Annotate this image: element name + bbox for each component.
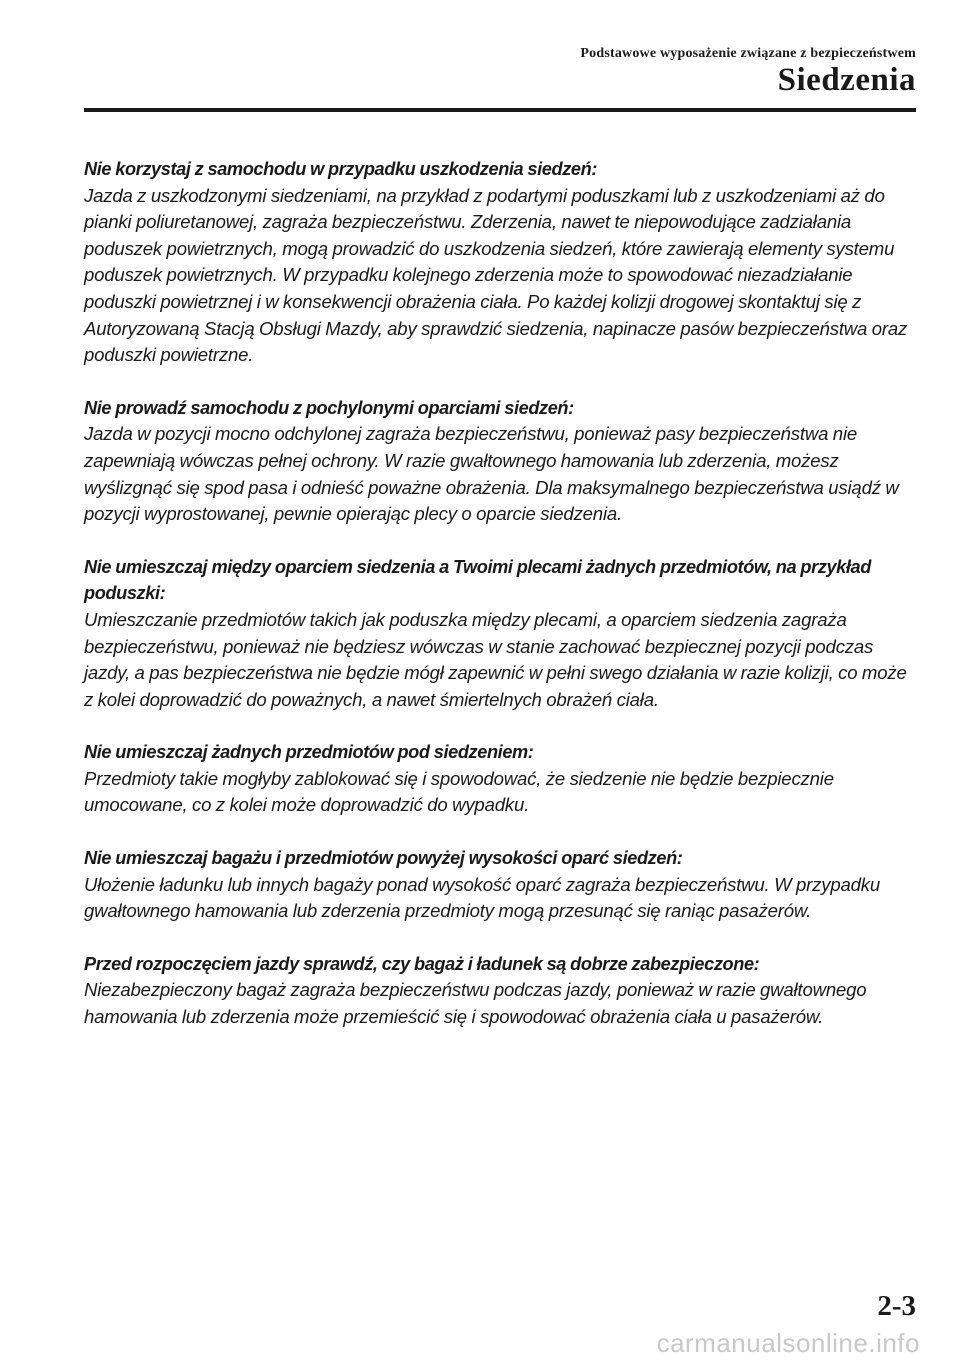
warning-heading: Nie korzystaj z samochodu w przypadku uszkodzenia siedzeń: <box>84 159 597 179</box>
warning-heading: Nie prowadź samochodu z pochylonymi oparciami siedzeń: <box>84 397 574 418</box>
warning-heading: Nie umieszczaj bagażu i przedmiotów powyżej wysokości oparć siedzeń: <box>84 848 683 869</box>
warning-body: Niezabezpieczony bagaż zagraża bezpieczeństwu podczas jazdy, ponieważ w razie gwałtownego hamowania lub zderzenia może przemieścić się i spowodować obrażenia ciała u pasażerów. <box>84 979 867 1028</box>
section-header: Podstawowe wyposażenie związane z bezpieczeństwem <box>580 46 916 61</box>
warning-block-objects-behind-back <box>84 554 916 714</box>
warning-block-secure-luggage <box>84 951 916 1031</box>
warning-body: Jazda z uszkodzonymi siedzeniami, na przykład z podartymi poduszkami lub z uszkodzeniami aż do pianki poliuretanowej, zagraża bezpieczeństwu. Zderzenia, nawet te niepowodujące zadziałania poduszek powietrznych, mogą prowadzić do uszkodzenia siedzeń, które zawierają elementy systemu poduszek powietrznych. W przypadku kolejnego zderzenia może to spowodować niezadziałanie poduszki powietrznej i w konsekwencji obrażenia ciała. Po każdej kolizji drogowej skontaktuj się z Autoryzowaną Stacją Obsługi Mazdy, aby sprawdzić siedzenia, napinacze pasów bezpieczeństwa oraz poduszki powietrzne. <box>84 184 908 366</box>
header-divider <box>84 108 916 112</box>
warning-block-reclined-seatbacks <box>84 395 916 528</box>
warning-block-luggage-height <box>84 845 916 925</box>
main-content <box>84 156 916 1057</box>
warning-body: Ułożenie ładunku lub innych bagaży ponad wysokość oparć zagraża bezpieczeństwu. W przypadku gwałtownego hamowania lub zderzenia przedmioty mogą przesunąć się raniąc pasażerów. <box>84 873 880 922</box>
warning-heading: Nie umieszczaj między oparciem siedzenia a Twoimi plecami żadnych przedmiotów, na przykład poduszki: <box>84 556 871 604</box>
warning-block-objects-under-seat <box>84 739 916 819</box>
warning-body: Jazda w pozycji mocno odchylonej zagraża bezpieczeństwu, ponieważ pasy bezpieczeństwa nie zapewniają wówczas pełnej ochrony. W razie gwałtownego hamowania lub zderzenia, możesz wyślizgnąć się spod pasa i odnieść poważne obrażenia. Dla maksymalnego bezpieczeństwa usiądź w pozycji wyprostowanej, pewnie opierając plecy o oparcie siedzenia. <box>84 423 899 525</box>
warning-block-damaged-seats <box>84 156 916 369</box>
warning-heading: Przed rozpoczęciem jazdy sprawdź, czy bagaż i ładunek są dobrze zabezpieczone: <box>84 953 760 974</box>
warning-body: Umieszczanie przedmiotów takich jak poduszka między plecami, a oparciem siedzenia zagraża bezpieczeństwu, ponieważ nie będziesz wówczas w stanie zachować bezpiecznej pozycji podczas jazdy, a pas bezpieczeństwa nie będzie mógł zapewnić w pełni swego działania w razie kolizji, co może z kolei doprowadzić do poważnych, a nawet śmiertelnych obrażeń ciała. <box>84 608 907 710</box>
warning-body: Przedmioty takie mogłyby zablokować się i spowodować, że siedzenie nie będzie bezpiecznie umocowane, co z kolei może doprowadzić do wypadku. <box>84 767 834 816</box>
page-number: 2-3 <box>877 1290 916 1322</box>
page-title: Siedzenia <box>777 62 916 98</box>
watermark: carmanualsonline.info <box>656 1328 920 1358</box>
warning-heading: Nie umieszczaj żadnych przedmiotów pod siedzeniem: <box>84 742 534 763</box>
